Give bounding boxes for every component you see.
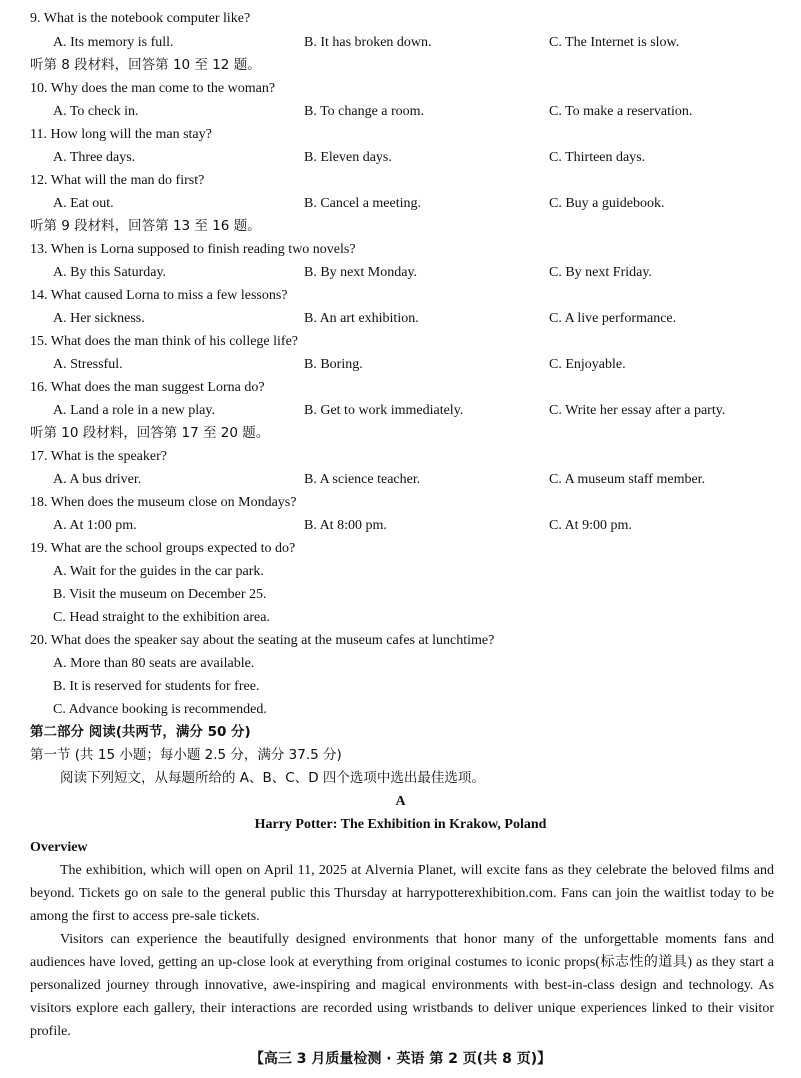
passage-subheading: Overview — [30, 840, 88, 855]
option-b: B. A science teacher. — [304, 472, 421, 487]
option-b: B. It has broken down. — [304, 35, 432, 50]
option-c: C. A live performance. — [549, 311, 677, 326]
option-a: A. Stressful. — [53, 357, 123, 372]
question-14: 14. What caused Lorna to miss a few lessons? — [30, 288, 288, 303]
options-12 — [30, 192, 781, 215]
option-c: C. Thirteen days. — [549, 150, 646, 165]
option-c: C. The Internet is slow. — [549, 35, 680, 50]
section-note-10: 听第 10 段材料，回答第 17 至 20 题。 — [30, 425, 270, 441]
options-14 — [30, 307, 781, 330]
question-11: 11. How long will the man stay? — [30, 127, 212, 142]
options-10 — [30, 100, 781, 123]
passage-title: Harry Potter: The Exhibition in Krakow, Poland — [254, 817, 547, 832]
question-9: 9. What is the notebook computer like? — [30, 11, 251, 26]
option-a: A. Wait for the guides in the car park. — [53, 564, 264, 579]
options-18 — [30, 514, 781, 537]
section-note-8: 听第 8 段材料，回答第 10 至 12 题。 — [30, 57, 261, 73]
option-a: A. Land a role in a new play. — [53, 403, 215, 418]
options-11 — [30, 146, 781, 169]
option-b: B. An art exhibition. — [304, 311, 419, 326]
option-a: A. More than 80 seats are available. — [53, 656, 255, 671]
option-a: A. A bus driver. — [53, 472, 142, 487]
option-c: C. A museum staff member. — [549, 472, 706, 487]
passage-paragraph-1: The exhibition, which will open on April 11, 2025 at Alvernia Planet, will excite fans as they celebrate the beloved films and beyond. Tickets go on sale to the general public this Thursday at harrypotterexhibition.com. Fans can join the waitlist today to be among the first to access pre-sale tickets. — [30, 863, 774, 924]
question-18: 18. When does the museum close on Mondays? — [30, 495, 297, 510]
option-c: C. At 9:00 pm. — [549, 518, 632, 533]
option-c: C. Head straight to the exhibition area. — [53, 610, 270, 625]
options-13 — [30, 261, 781, 284]
option-b: B. Visit the museum on December 25. — [53, 587, 267, 602]
option-a: A. Three days. — [53, 150, 136, 165]
question-12: 12. What will the man do first? — [30, 173, 205, 188]
option-a: A. At 1:00 pm. — [53, 518, 137, 533]
option-a: A. Its memory is full. — [53, 35, 174, 50]
question-17: 17. What is the speaker? — [30, 449, 167, 464]
option-a: A. To check in. — [53, 104, 139, 119]
option-c: C. Advance booking is recommended. — [53, 702, 267, 717]
option-b: B. At 8:00 pm. — [304, 518, 387, 533]
option-c: C. Buy a guidebook. — [549, 196, 665, 211]
question-13: 13. When is Lorna supposed to finish reading two novels? — [30, 242, 356, 257]
option-c: C. To make a reservation. — [549, 104, 693, 119]
instruction: 阅读下列短文，从每题所给的 A、B、C、D 四个选项中选出最佳选项。 — [60, 770, 485, 786]
option-c: C. Write her essay after a party. — [549, 403, 726, 418]
section-note-9: 听第 9 段材料，回答第 13 至 16 题。 — [30, 218, 261, 234]
question-10: 10. Why does the man come to the woman? — [30, 81, 276, 96]
passage-letter: A — [395, 794, 406, 809]
options-17 — [30, 468, 781, 491]
option-b: B. Boring. — [304, 357, 363, 372]
question-16: 16. What does the man suggest Lorna do? — [30, 380, 265, 395]
options-9 — [30, 31, 781, 54]
option-b: B. By next Monday. — [304, 265, 418, 280]
option-b: B. To change a room. — [304, 104, 425, 119]
options-16 — [30, 399, 781, 422]
passage-paragraph-2: Visitors can experience the beautifully designed environments that honor many of the unforgettable moments fans and audiences have loved, getting an up-close look at everything from original costumes to iconic props(标志性的道具) as they start a personalized journey through innovative, awe-inspiring and magical environments with best-in-class design and technology. As visitors explore each gallery, their interactions are recorded using wristbands to deliver unique experiences linked to their visitor profile. — [30, 932, 774, 1039]
option-b: B. Get to work immediately. — [304, 403, 464, 418]
option-c: C. Enjoyable. — [549, 357, 626, 372]
question-20: 20. What does the speaker say about the seating at the museum cafes at lunchtime? — [30, 633, 495, 648]
option-a: A. Her sickness. — [53, 311, 145, 326]
part2-title: 第二部分 阅读(共两节，满分 50 分) — [30, 724, 251, 740]
option-c: C. By next Friday. — [549, 265, 652, 280]
page-footer: 【高三 3 月质量检测 · 英语 第 2 页(共 8 页)】 — [249, 1051, 552, 1067]
option-b: B. It is reserved for students for free. — [53, 679, 260, 694]
option-b: B. Eleven days. — [304, 150, 392, 165]
option-b: B. Cancel a meeting. — [304, 196, 422, 211]
option-a: A. By this Saturday. — [53, 265, 167, 280]
section1-heading: 第一节 (共 15 小题；每小题 2.5 分，满分 37.5 分) — [30, 747, 342, 763]
option-a: A. Eat out. — [53, 196, 114, 211]
options-15 — [30, 353, 781, 376]
question-15: 15. What does the man think of his college life? — [30, 334, 299, 349]
question-19: 19. What are the school groups expected to do? — [30, 541, 296, 556]
